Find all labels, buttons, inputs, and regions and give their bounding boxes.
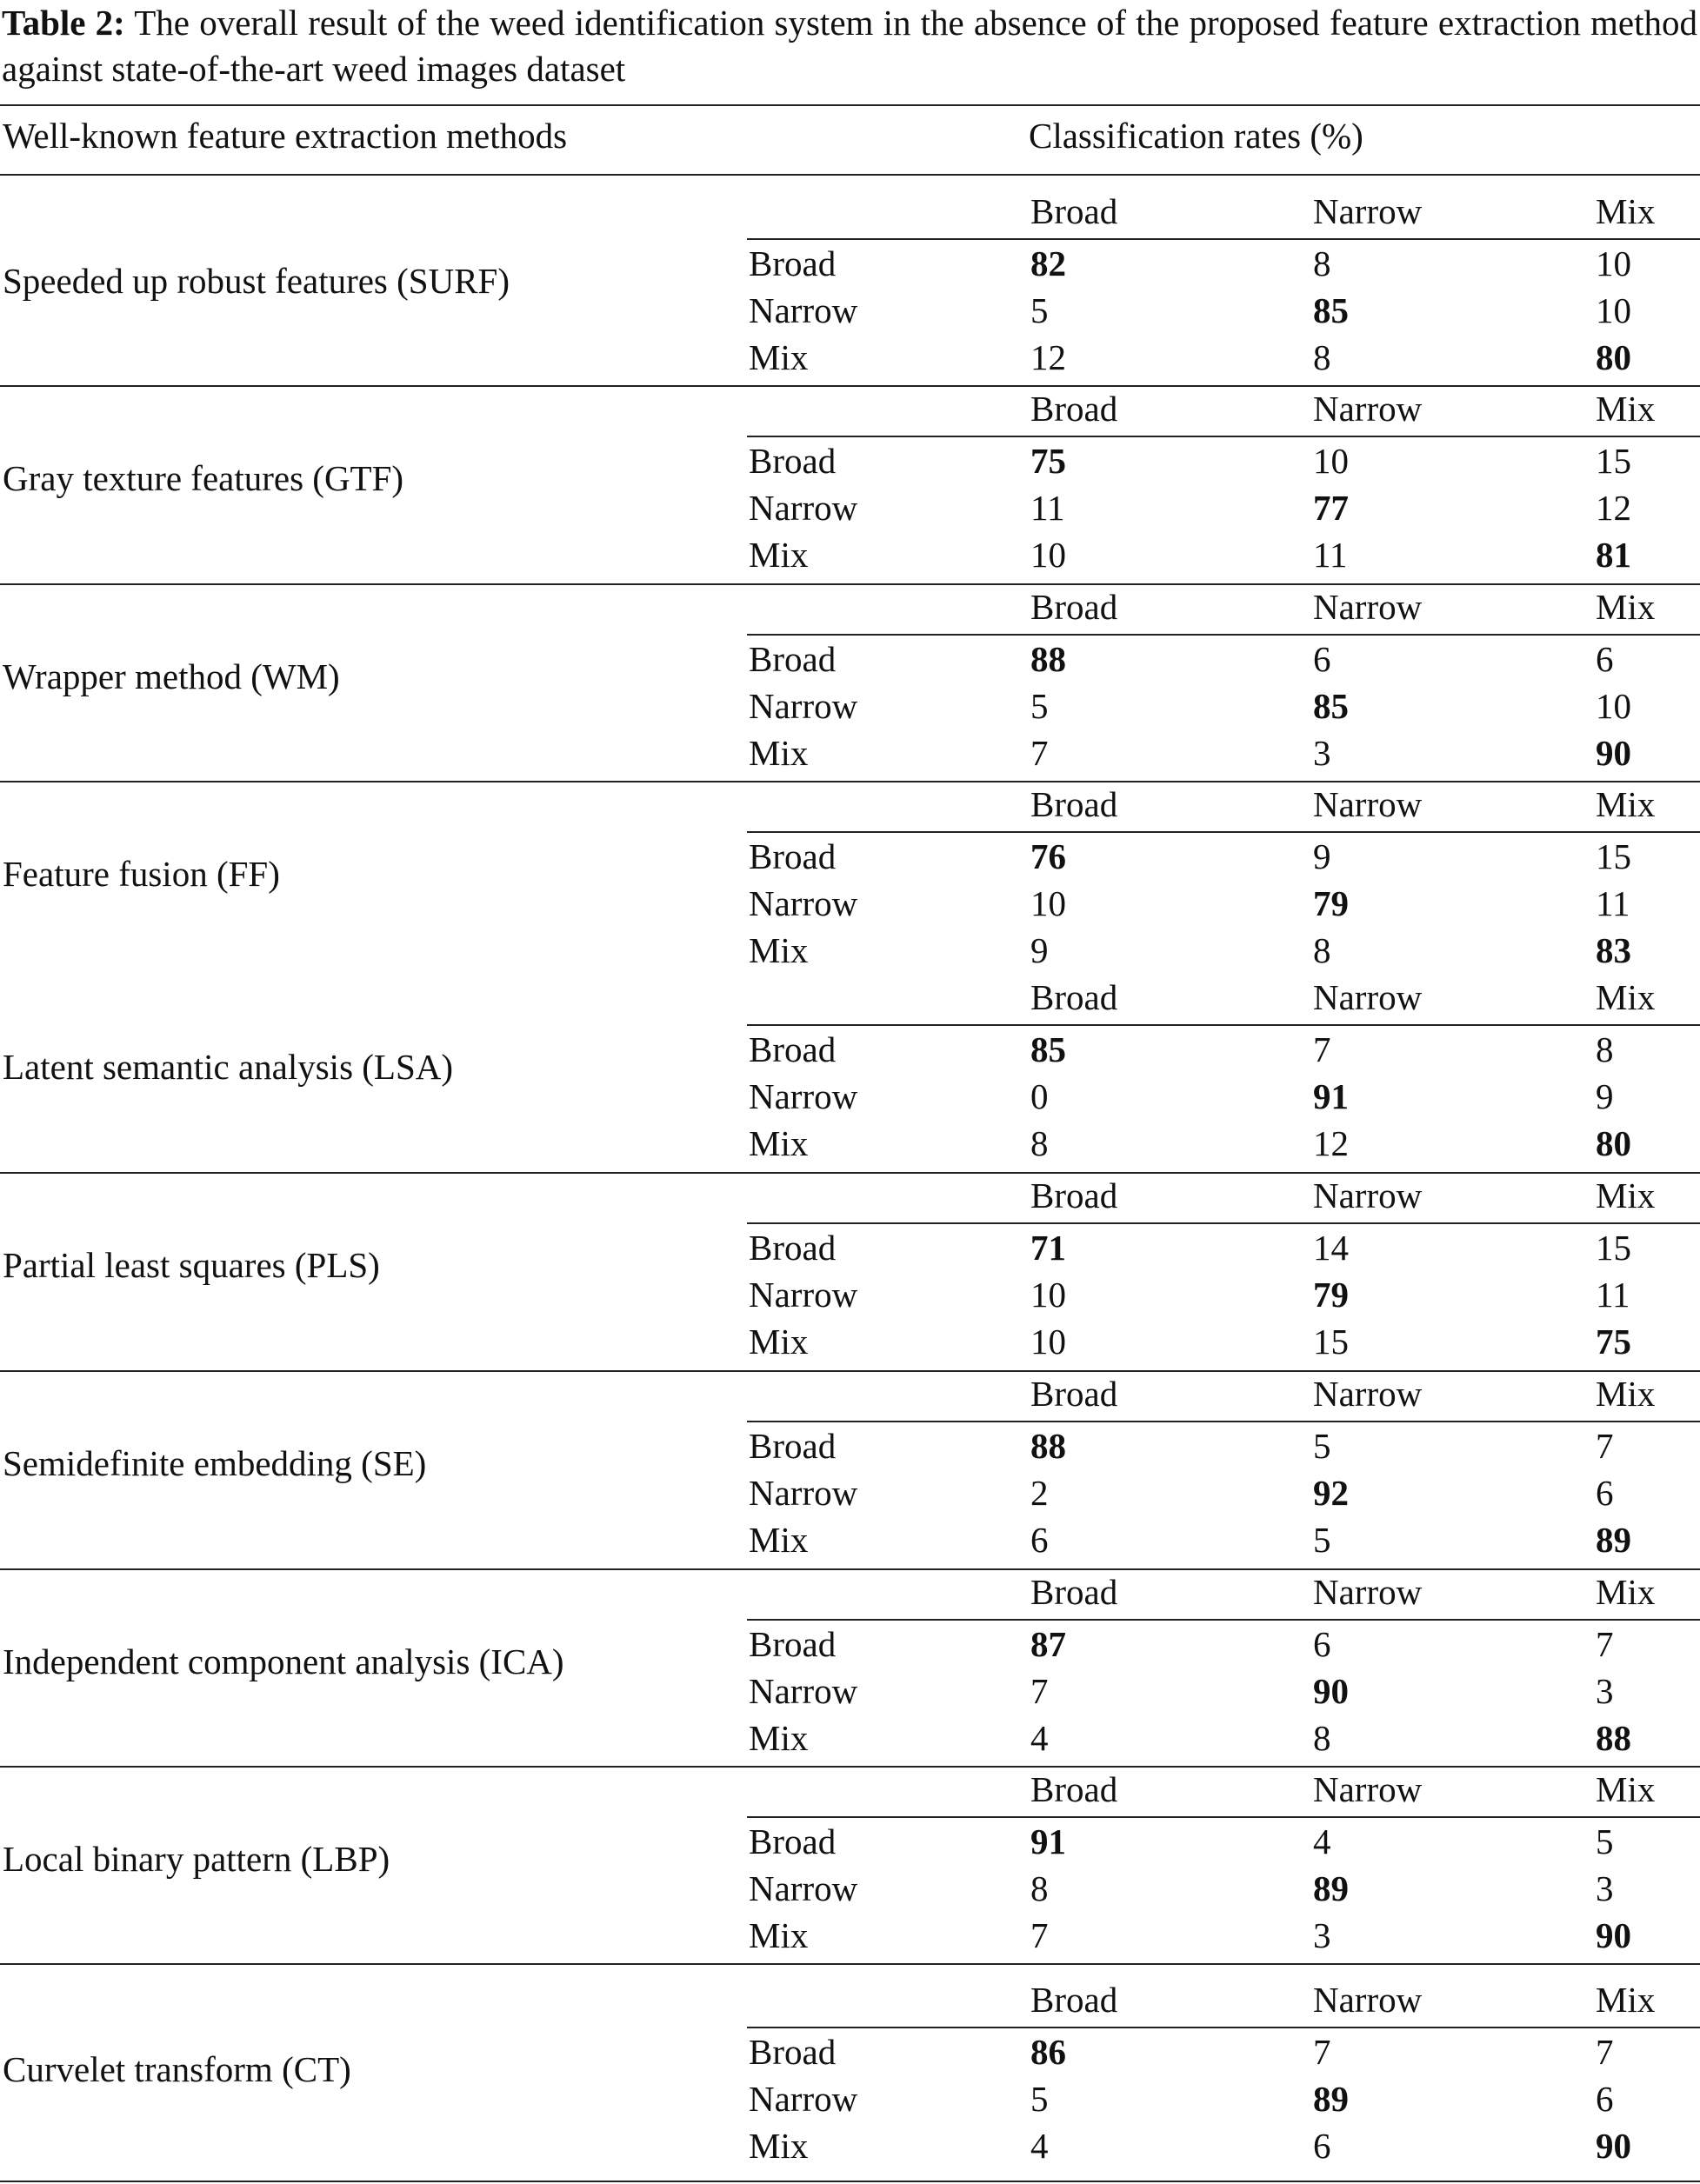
table-cell: 90 [1313, 1671, 1349, 1711]
table-cell: 15 [1596, 1228, 1631, 1268]
col-header-mix: Mix [1596, 389, 1656, 429]
row-label-broad: Broad [749, 836, 837, 876]
table-cell: 88 [1030, 639, 1066, 679]
table-cell: 6 [1596, 1473, 1614, 1513]
table-cell: 89 [1596, 1520, 1631, 1560]
table-cell: 6 [1596, 2079, 1614, 2119]
col-header-mix: Mix [1596, 977, 1656, 1017]
table-cell: 85 [1030, 1029, 1066, 1069]
table-cell: 6 [1313, 1624, 1331, 1664]
table-cell: 8 [1030, 1868, 1049, 1908]
row-label-narrow: Narrow [749, 686, 858, 726]
col-header-mix: Mix [1596, 1175, 1656, 1215]
col-header-narrow: Narrow [1313, 1769, 1423, 1809]
col-header-narrow: Narrow [1313, 389, 1423, 429]
col-header-broad: Broad [1030, 1769, 1118, 1809]
table-cell: 3 [1313, 1915, 1331, 1955]
row-label-mix: Mix [749, 1915, 809, 1955]
table-cell: 6 [1596, 639, 1614, 679]
row-label-mix: Mix [749, 1718, 809, 1758]
table-cell: 10 [1030, 535, 1066, 575]
col-header-broad: Broad [1030, 1980, 1118, 2020]
table-cell: 8 [1596, 1029, 1614, 1069]
table-cell: 82 [1030, 243, 1066, 283]
table-cell: 85 [1313, 686, 1349, 726]
subheader-rule [747, 831, 1700, 833]
col-header-mix: Mix [1596, 1572, 1656, 1612]
table-cell: 90 [1596, 1915, 1631, 1955]
table-cell: 4 [1030, 2126, 1049, 2166]
row-label-narrow: Narrow [749, 1275, 858, 1315]
table-cell: 7 [1596, 1624, 1614, 1664]
table-cell: 88 [1596, 1718, 1631, 1758]
table-caption [2, 0, 1697, 92]
table-cell: 10 [1313, 441, 1349, 481]
block-separator-rule [0, 1766, 1700, 1768]
col-header-broad: Broad [1030, 977, 1118, 1017]
col-header-narrow: Narrow [1313, 587, 1423, 627]
table-cell: 5 [1313, 1520, 1331, 1560]
table-cell: 3 [1596, 1868, 1614, 1908]
row-label-narrow: Narrow [749, 883, 858, 923]
row-label-broad: Broad [749, 243, 837, 283]
table-cell: 8 [1313, 1718, 1331, 1758]
table-cell: 91 [1313, 1076, 1349, 1116]
col-header-mix: Mix [1596, 191, 1656, 231]
row-label-narrow: Narrow [749, 1868, 858, 1908]
method-name: Gray texture features (GTF) [3, 458, 404, 498]
table-cell: 5 [1596, 1821, 1614, 1861]
row-label-narrow: Narrow [749, 1076, 858, 1116]
table-cell: 88 [1030, 1426, 1066, 1466]
table-cell: 7 [1596, 1426, 1614, 1466]
col-header-narrow: Narrow [1313, 977, 1423, 1017]
table-cell: 5 [1313, 1426, 1331, 1466]
table-cell: 15 [1313, 1322, 1349, 1362]
table-cell: 6 [1313, 639, 1331, 679]
method-name: Wrapper method (WM) [3, 656, 340, 696]
row-label-mix: Mix [749, 1322, 809, 1362]
method-name: Curvelet transform (CT) [3, 2049, 351, 2089]
table-cell: 86 [1030, 2032, 1066, 2072]
col-header-broad: Broad [1030, 1572, 1118, 1612]
table-cell: 75 [1030, 441, 1066, 481]
method-name: Partial least squares (PLS) [3, 1245, 380, 1285]
row-label-mix: Mix [749, 2126, 809, 2166]
row-label-narrow: Narrow [749, 2079, 858, 2119]
table-cell: 7 [1313, 1029, 1331, 1069]
table-cell: 9 [1313, 836, 1331, 876]
row-label-broad: Broad [749, 441, 837, 481]
method-name: Semidefinite embedding (SE) [3, 1443, 427, 1483]
col-header-mix: Mix [1596, 587, 1656, 627]
table-cell: 77 [1313, 488, 1349, 528]
subheader-rule [747, 634, 1700, 636]
table-top-rule [0, 104, 1700, 106]
col-header-broad: Broad [1030, 784, 1118, 824]
subheader-rule [747, 1816, 1700, 1818]
table-cell: 10 [1596, 243, 1631, 283]
block-separator-rule [0, 781, 1700, 782]
block-separator-rule [0, 583, 1700, 585]
table-cell: 87 [1030, 1624, 1066, 1664]
row-label-broad: Broad [749, 1624, 837, 1664]
row-label-broad: Broad [749, 1821, 837, 1861]
table-cell: 10 [1030, 883, 1066, 923]
row-label-broad: Broad [749, 2032, 837, 2072]
table-cell: 0 [1030, 1076, 1049, 1116]
table-cell: 7 [1030, 1915, 1049, 1955]
table-cell: 11 [1596, 883, 1630, 923]
row-label-narrow: Narrow [749, 1473, 858, 1513]
subheader-rule [747, 2027, 1700, 2028]
col-header-narrow: Narrow [1313, 1175, 1423, 1215]
method-name: Latent semantic analysis (LSA) [3, 1047, 454, 1087]
col-header-narrow: Narrow [1313, 1374, 1423, 1414]
subheader-rule [747, 436, 1700, 437]
method-name: Local binary pattern (LBP) [3, 1839, 390, 1879]
table-cell: 83 [1596, 930, 1631, 970]
row-label-broad: Broad [749, 1228, 837, 1268]
row-label-mix: Mix [749, 930, 809, 970]
table-cell: 6 [1030, 1520, 1049, 1560]
table-cell: 9 [1030, 930, 1049, 970]
caption-label: Table 2: [2, 3, 125, 43]
row-label-mix: Mix [749, 337, 809, 377]
col-header-broad: Broad [1030, 389, 1118, 429]
col-header-narrow: Narrow [1313, 784, 1423, 824]
table-cell: 10 [1596, 686, 1631, 726]
table-cell: 4 [1313, 1821, 1331, 1861]
subheader-rule [747, 238, 1700, 240]
table-cell: 75 [1596, 1322, 1631, 1362]
col-header-narrow: Narrow [1313, 191, 1423, 231]
table-cell: 14 [1313, 1228, 1349, 1268]
row-label-mix: Mix [749, 1123, 809, 1163]
row-label-narrow: Narrow [749, 1671, 858, 1711]
method-name: Feature fusion (FF) [3, 854, 280, 894]
table-cell: 5 [1030, 2079, 1049, 2119]
block-separator-rule [0, 385, 1700, 387]
row-label-broad: Broad [749, 1029, 837, 1069]
table-cell: 71 [1030, 1228, 1066, 1268]
block-separator-rule [0, 1568, 1700, 1570]
table-cell: 3 [1596, 1671, 1614, 1711]
table-bottom-rule [0, 2181, 1700, 2182]
row-label-broad: Broad [749, 1426, 837, 1466]
block-separator-rule [0, 1172, 1700, 1174]
table-cell: 11 [1030, 488, 1065, 528]
table-cell: 5 [1030, 290, 1049, 330]
table-cell: 76 [1030, 836, 1066, 876]
table-cell: 12 [1596, 488, 1631, 528]
subheader-rule [747, 1421, 1700, 1422]
block-separator-rule [0, 1963, 1700, 1965]
table-cell: 7 [1313, 2032, 1331, 2072]
table-cell: 3 [1313, 733, 1331, 773]
header-rule [0, 174, 1700, 176]
row-label-narrow: Narrow [749, 488, 858, 528]
table-cell: 89 [1313, 2079, 1349, 2119]
table-cell: 8 [1313, 337, 1331, 377]
table-cell: 11 [1596, 1275, 1630, 1315]
table-cell: 2 [1030, 1473, 1049, 1513]
table-cell: 12 [1030, 337, 1066, 377]
col-header-broad: Broad [1030, 1374, 1118, 1414]
table-cell: 90 [1596, 733, 1631, 773]
col-header-mix: Mix [1596, 1980, 1656, 2020]
table-cell: 92 [1313, 1473, 1349, 1513]
table-cell: 15 [1596, 836, 1631, 876]
table-cell: 7 [1596, 2032, 1614, 2072]
table-cell: 10 [1030, 1322, 1066, 1362]
table-cell: 11 [1313, 535, 1348, 575]
table-cell: 80 [1596, 337, 1631, 377]
col-header-broad: Broad [1030, 191, 1118, 231]
table-cell: 4 [1030, 1718, 1049, 1758]
table-cell: 10 [1030, 1275, 1066, 1315]
row-label-narrow: Narrow [749, 290, 858, 330]
table-cell: 9 [1596, 1076, 1614, 1116]
row-label-broad: Broad [749, 639, 837, 679]
table-cell: 85 [1313, 290, 1349, 330]
table-cell: 81 [1596, 535, 1631, 575]
row-label-mix: Mix [749, 535, 809, 575]
table-cell: 7 [1030, 1671, 1049, 1711]
table-cell: 8 [1313, 930, 1331, 970]
col-header-broad: Broad [1030, 1175, 1118, 1215]
method-name: Speeded up robust features (SURF) [3, 261, 510, 301]
header-classification-rates: Classification rates (%) [1029, 116, 1363, 156]
col-header-narrow: Narrow [1313, 1572, 1423, 1612]
table-cell: 12 [1313, 1123, 1349, 1163]
table-cell: 80 [1596, 1123, 1631, 1163]
header-methods: Well-known feature extraction methods [3, 116, 568, 156]
col-header-mix: Mix [1596, 784, 1656, 824]
col-header-broad: Broad [1030, 587, 1118, 627]
table-cell: 7 [1030, 733, 1049, 773]
table-cell: 79 [1313, 1275, 1349, 1315]
caption-text: The overall result of the weed identification system in the absence of the proposed feature extraction method against state-of-the-art weed images dataset [2, 3, 1697, 89]
row-label-mix: Mix [749, 733, 809, 773]
method-name: Independent component analysis (ICA) [3, 1641, 564, 1681]
table-cell: 91 [1030, 1821, 1066, 1861]
table-cell: 5 [1030, 686, 1049, 726]
table-cell: 89 [1313, 1868, 1349, 1908]
table-cell: 90 [1596, 2126, 1631, 2166]
row-label-mix: Mix [749, 1520, 809, 1560]
subheader-rule [747, 1024, 1700, 1026]
table-cell: 8 [1030, 1123, 1049, 1163]
table-cell: 10 [1596, 290, 1631, 330]
table-cell: 79 [1313, 883, 1349, 923]
table-cell: 8 [1313, 243, 1331, 283]
col-header-narrow: Narrow [1313, 1980, 1423, 2020]
block-separator-rule [0, 1370, 1700, 1372]
table-cell: 6 [1313, 2126, 1331, 2166]
col-header-mix: Mix [1596, 1374, 1656, 1414]
col-header-mix: Mix [1596, 1769, 1656, 1809]
table-cell: 15 [1596, 441, 1631, 481]
subheader-rule [747, 1619, 1700, 1621]
subheader-rule [747, 1222, 1700, 1224]
